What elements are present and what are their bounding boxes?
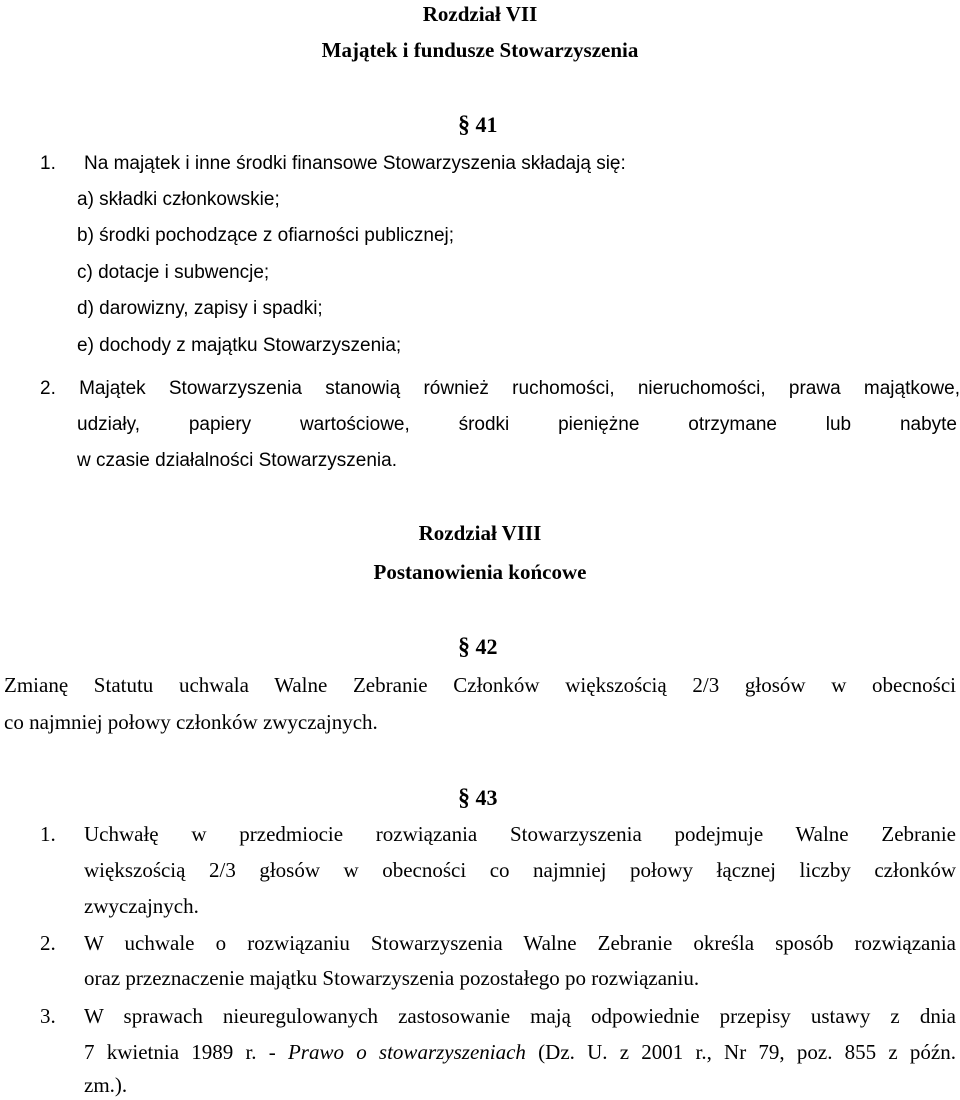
section-heading-42 bbox=[458, 634, 498, 661]
paragraph-line: w czasie działalności Stowarzyszenia. bbox=[77, 450, 397, 471]
section-number: 43 bbox=[475, 785, 498, 810]
law-title: Prawo o stowarzyszeniach bbox=[287, 1040, 526, 1064]
paragraph-line: oraz przeznaczenie majątku Stowarzyszenia pozostałego po rozwiązaniu. bbox=[84, 966, 700, 990]
list-item: e) dochody z majątku Stowarzyszenia; bbox=[77, 335, 402, 356]
paragraph-line: Zmianę Statutu uchwala Walne Zebranie Członków większością 2/3 głosów w obecności bbox=[4, 673, 956, 697]
paragraph-line: zm.). bbox=[84, 1073, 128, 1097]
section-heading-41 bbox=[458, 112, 498, 139]
paragraph-line: Uchwałę w przedmiocie rozwiązania Stowarzyszenia podejmuje Walne Zebranie bbox=[84, 822, 956, 846]
chapter-title: Postanowienia końcowe bbox=[373, 560, 587, 584]
chapter-title: Majątek i fundusze Stowarzyszenia bbox=[321, 38, 639, 62]
paragraph-line: co najmniej połowy członków zwyczajnych. bbox=[4, 710, 378, 734]
paragraph-line bbox=[84, 1040, 956, 1065]
section-heading-43 bbox=[458, 785, 498, 812]
chapter-heading: Rozdział VII bbox=[422, 2, 538, 26]
paragraph-text: Na majątek i inne środki finansowe Stowarzyszenia składają się: bbox=[84, 153, 626, 174]
paragraph-line: 2. Majątek Stowarzyszenia stanowią również ruchomości, nieruchomości, prawa majątkowe, bbox=[40, 378, 960, 399]
list-item: b) środki pochodzące z ofiarności publicznej; bbox=[77, 225, 455, 246]
paragraph-line: udziały, papiery wartościowe, środki pieniężne otrzymane lub nabyte bbox=[77, 414, 957, 435]
section-sign: § bbox=[458, 785, 470, 811]
paragraph-line: zwyczajnych. bbox=[84, 894, 199, 918]
paragraph-line: W uchwale o rozwiązaniu Stowarzyszenia Walne Zebranie określa sposób rozwiązania bbox=[84, 931, 956, 955]
paragraph-line: W sprawach nieuregulowanych zastosowanie mają odpowiednie przepisy ustawy z dnia bbox=[84, 1004, 956, 1028]
text-run: 7 kwietnia 1989 r. - bbox=[84, 1040, 288, 1064]
paragraph-number: 1. bbox=[40, 153, 56, 174]
section-number: 42 bbox=[475, 634, 498, 659]
list-item: a) składki członkowskie; bbox=[77, 189, 280, 210]
section-number: 41 bbox=[475, 112, 498, 137]
paragraph-number: 2. bbox=[40, 931, 56, 955]
paragraph-number: 3. bbox=[40, 1004, 56, 1028]
text-run: (Dz. U. z 2001 r., Nr 79, poz. 855 z późn. bbox=[525, 1040, 957, 1064]
list-item: d) darowizny, zapisy i spadki; bbox=[77, 298, 323, 319]
list-item: c) dotacje i subwencje; bbox=[77, 262, 270, 283]
paragraph-number: 1. bbox=[40, 822, 56, 846]
section-sign: § bbox=[458, 112, 470, 138]
section-sign: § bbox=[458, 634, 470, 660]
chapter-heading: Rozdział VIII bbox=[418, 521, 542, 545]
paragraph-line: większością 2/3 głosów w obecności co najmniej połowy łącznej liczby członków bbox=[84, 858, 956, 882]
